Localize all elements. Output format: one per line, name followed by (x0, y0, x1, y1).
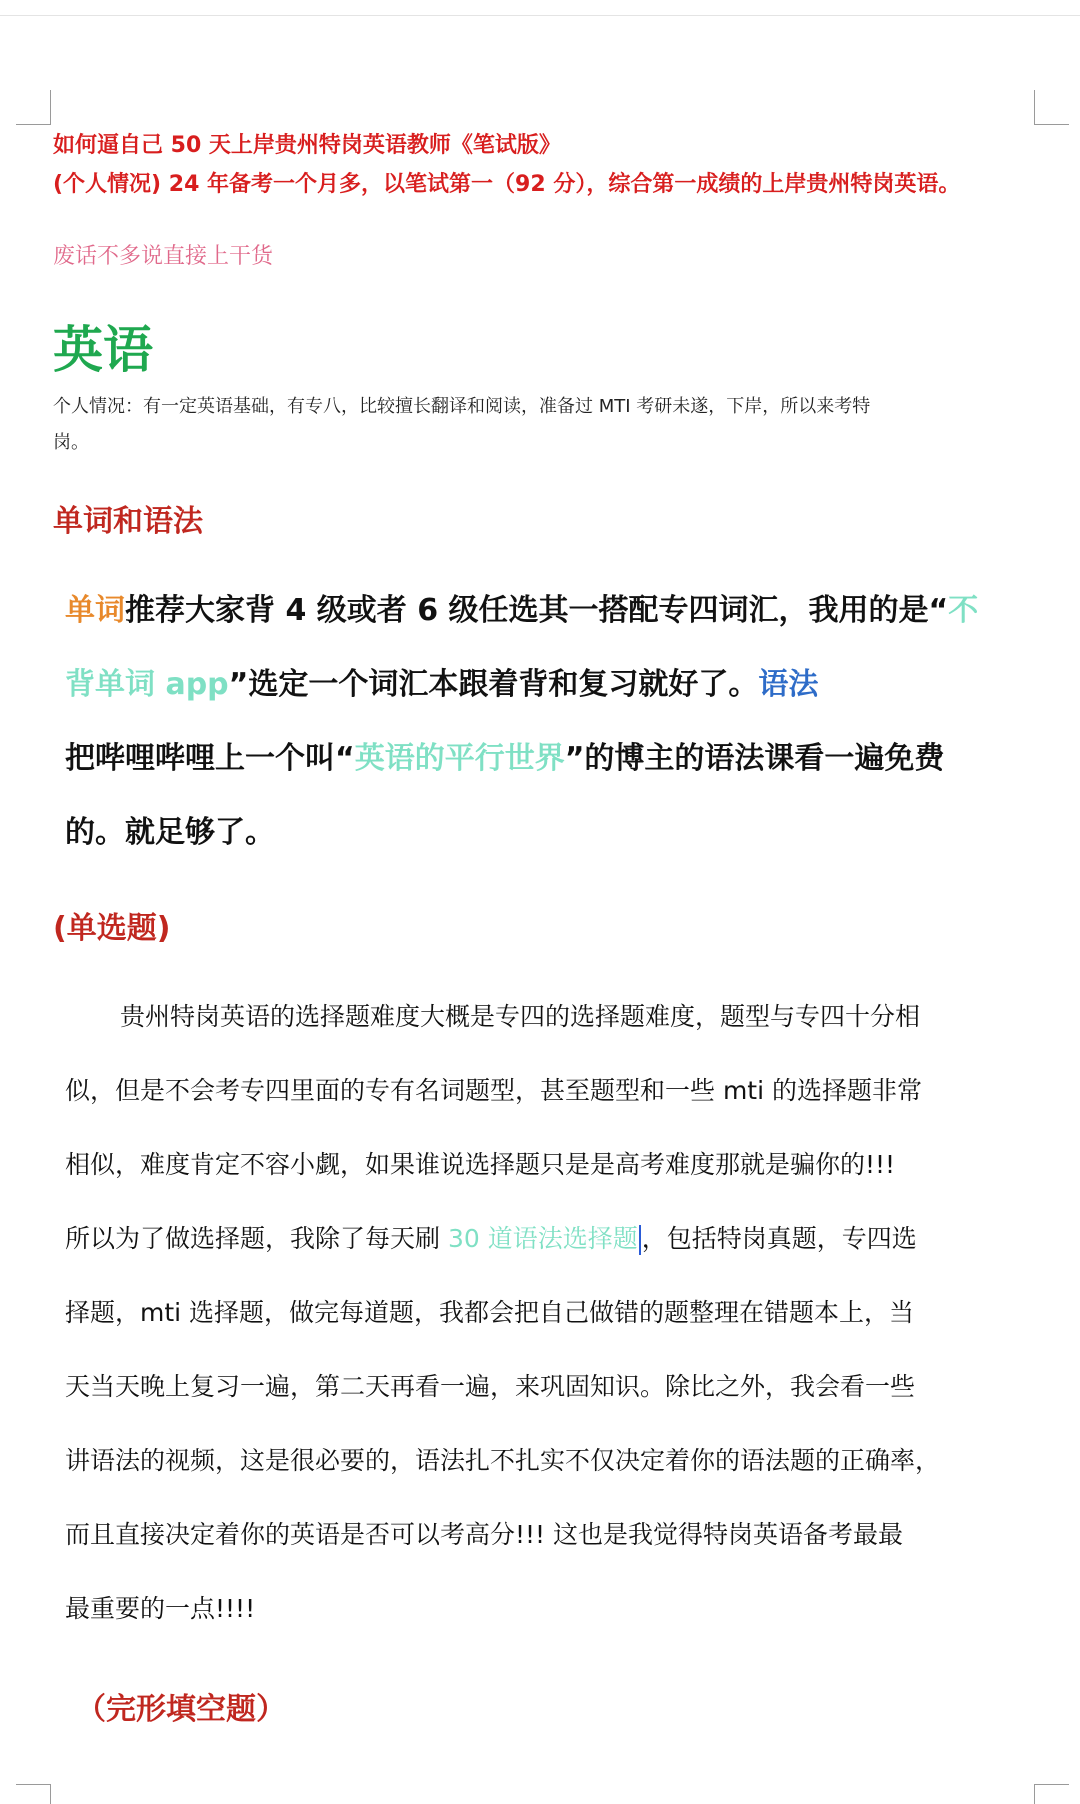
choice-paragraph-line-5: 择题，mti 选择题，做完每道题，我都会把自己做错的题整理在错题本上，当 (65, 1298, 915, 1327)
vocab-paragraph-line-3 (65, 733, 944, 777)
choice-paragraph-line-9: 最重要的一点!!!! (65, 1594, 256, 1623)
choice-paragraph-line-4 (65, 1219, 917, 1255)
document-subtitle: (个人情况) 24 年备考一个月多，以笔试第一（92 分），综合第一成绩的上岸贵州特岗英语。 (53, 172, 961, 197)
vocab-text-3a: 把哔哩哔哩上一个叫“ (65, 741, 355, 776)
crop-mark-bottom-left (16, 1784, 51, 1804)
vocab-paragraph-line-2 (65, 659, 818, 703)
vocab-text-2: ”选定一个词汇本跟着背和复习就好了。 (228, 667, 759, 702)
crop-mark-top-left (16, 90, 51, 125)
highlight-word-grammar: 语法 (758, 667, 819, 702)
heading-single-choice: (单选题) (53, 911, 171, 946)
vocab-paragraph-line-4: 的。就足够了。 (65, 815, 275, 850)
intro-note: 废话不多说直接上干货 (53, 244, 274, 269)
personal-situation-line-1: 个人情况：有一定英语基础，有专八，比较擅长翻译和阅读，准备过 MTI 考研未遂，下岸，所以来考特 (53, 396, 871, 417)
vocab-paragraph-line-1 (65, 585, 978, 629)
choice-paragraph-line-1: 贵州特岗英语的选择题难度大概是专四的选择题难度，题型与专四十分相 (120, 1002, 921, 1031)
crop-mark-bottom-right (1034, 1784, 1069, 1804)
highlight-30-questions: 30 道语法选择题 (447, 1224, 638, 1253)
document-title: 如何逼自己 50 天上岸贵州特岗英语教师《笔试版》 (53, 133, 561, 158)
choice-text-4b: ，包括特岗真题，专四选 (641, 1224, 917, 1253)
choice-text-4a: 所以为了做选择题，我除了每天刷 (65, 1224, 448, 1253)
top-divider (0, 15, 1080, 16)
highlight-app-name: 背单词 app (65, 667, 229, 702)
highlight-app-start: 不 (948, 593, 979, 628)
choice-paragraph-line-6: 天当天晚上复习一遍，第二天再看一遍，来巩固知识。除比之外，我会看一些 (65, 1372, 916, 1401)
personal-situation-line-2: 岗。 (53, 432, 89, 453)
highlight-word-vocab: 单词 (65, 593, 125, 628)
choice-paragraph-line-2: 似，但是不会考专四里面的专有名词题型，甚至题型和一些 mti 的选择题非常 (65, 1076, 922, 1105)
section-title-english: 英语 (53, 321, 153, 379)
choice-paragraph-line-7: 讲语法的视频，这是很必要的，语法扎不扎实不仅决定着你的语法题的正确率， (65, 1446, 941, 1475)
heading-vocab-grammar: 单词和语法 (53, 504, 203, 539)
choice-paragraph-line-8: 而且直接决定着你的英语是否可以考高分!!! 这也是我觉得特岗英语备考最最 (65, 1520, 904, 1549)
crop-mark-top-right (1034, 90, 1069, 125)
choice-paragraph-line-3: 相似，难度肯定不容小觑，如果谁说选择题只是是高考难度那就是骗你的!!! (65, 1150, 896, 1179)
highlight-blogger-name: 英语的平行世界 (354, 741, 565, 776)
heading-cloze: （完形填空题） (76, 1692, 286, 1727)
text-cursor (639, 1225, 641, 1255)
vocab-text-1: 推荐大家背 4 级或者 6 级任选其一搭配专四词汇，我用的是“ (125, 593, 949, 628)
vocab-text-3b: ”的博主的语法课看一遍免费 (564, 741, 945, 776)
